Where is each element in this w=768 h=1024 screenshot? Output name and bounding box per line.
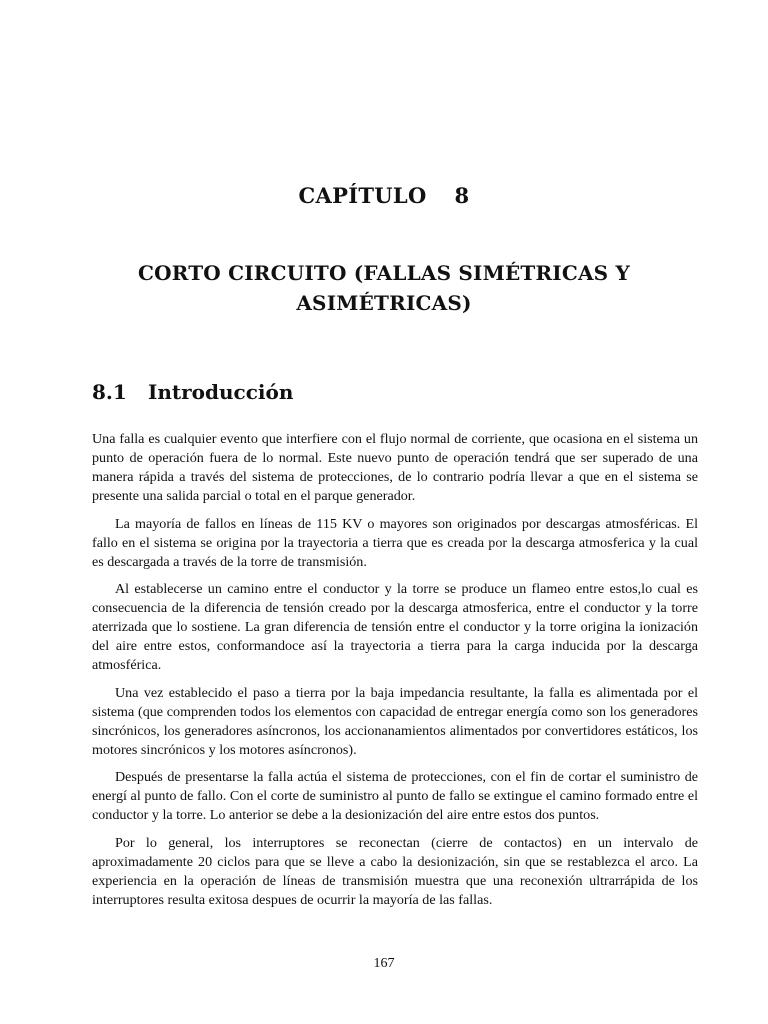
chapter-label: CAPÍTULO (298, 183, 427, 208)
paragraph: Al establecerse un camino entre el conductor y la torre se produce un flameo entre estos,lo cual es consecuencia de la diferencia de tensión creado por la descarga atmosferica, entre el conductor y la torre aterrizada que lo sostiene. La gran diferencia de tensión entre el conductor y la torre origina la ionización del aire entre estos, conformandoce así la trayectoria a tierra para la carga inducida por la descarga atmosférica. (92, 581, 698, 673)
section-number: 8.1 (92, 380, 127, 404)
chapter-title: CORTO CIRCUITO (FALLAS SIMÉTRICAS Y ASIMÉTRICAS) (138, 261, 630, 315)
page-number: 167 (373, 956, 395, 971)
paragraph: Una falla es cualquier evento que interfiere con el flujo normal de corriente, que ocasiona en el sistema un punto de operación fuera de lo normal. Este nuevo punto de operación tendrá que ser superado de una manera rápida a través del sistema de protecciones, de lo contrario podría llevar a que en el sistema se presente una salida parcial o total en el parque generador. (92, 431, 698, 504)
chapter-number: 8 (454, 183, 470, 208)
body-text (92, 430, 698, 918)
paragraph: Por lo general, los interruptores se reconectan (cierre de contactos) en un intervalo de aproximadamente 20 ciclos para que se lleve a cabo la desionización, sin que se restablezca el arco. La experiencia en la operación de líneas de transmisión muestra que una reconexión ultrarrápida de los interruptores resulta exitosa despues de ocurrir la mayoría de las fallas. (92, 834, 698, 908)
section-heading (92, 380, 293, 404)
chapter-heading (0, 183, 768, 208)
paragraph: Después de presentarse la falla actúa el sistema de protecciones, con el fin de cortar el suministro de energí al punto de fallo. Con el corte de suministro al punto de fallo se extingue el camino formado entre el conductor y la torre. Lo anterior se debe a la desionización del aire entre estos dos puntos. (92, 769, 698, 823)
paragraph: Una vez establecido el paso a tierra por la baja impedancia resultante, la falla es alimentada por el sistema (que comprenden todos los elementos con capacidad de entregar energía como son los generadores sincrónicos, los generadores asíncronos, los accionanamientos alimentados por convertidores estáticos, los motores sincrónicos y los motores asíncronos). (92, 684, 698, 758)
paragraph: La mayoría de fallos en líneas de 115 KV o mayores son originados por descargas atmosféricas. El fallo en el sistema se origina por la trayectoria a tierra que es creada por la descarga atmosferica y la cual es descargada a través de la torre de transmisión. (92, 515, 698, 570)
section-title: Introducción (148, 380, 294, 404)
